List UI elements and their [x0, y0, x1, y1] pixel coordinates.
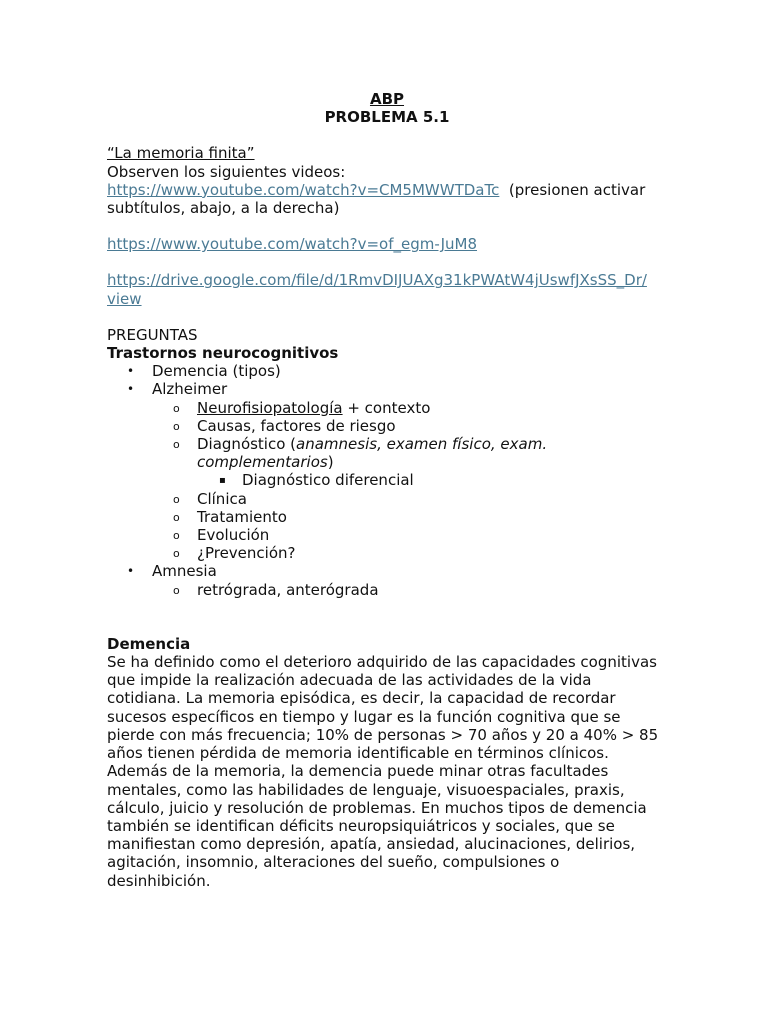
drive-link-line2[interactable]: view — [107, 289, 142, 308]
demencia-heading: Demencia — [107, 634, 191, 653]
drive-link-line1[interactable]: https://drive.google.com/file/d/1RmvDIJUAXg31kPWAtW4jUswfJXsSS_Dr/ — [107, 271, 647, 290]
spacer — [107, 126, 667, 144]
bullet-circle: o — [173, 438, 180, 452]
bullet-square: ▪ — [219, 475, 226, 487]
bullet-circle: o — [173, 492, 180, 506]
questions-heading: PREGUNTAS — [107, 325, 198, 344]
link1-note-cont: subtítulos, abajo, a la derecha) — [107, 199, 340, 218]
bullet-disc: • — [127, 382, 135, 397]
bullet-circle: o — [173, 547, 180, 561]
bullet-circle: o — [173, 401, 180, 415]
drive-link[interactable] — [107, 271, 667, 307]
quote-title: “La memoria finita” — [107, 144, 255, 163]
instruction-text: Observen los siguientes videos: — [107, 162, 346, 181]
questions-subheading: Trastornos neurocognitivos — [107, 344, 339, 363]
list-item-clinica: o Clínica — [173, 489, 247, 508]
list-item-causas: o Causas, factores de riesgo — [173, 416, 396, 435]
list-item-retro: o retrógrada, anterógrada — [173, 580, 379, 599]
youtube-link-1[interactable]: https://www.youtube.com/watch?v=CM5MWWTDaTc — [107, 180, 500, 199]
list-item-neuro: o Neurofisiopatología + contexto — [173, 398, 431, 417]
list-item-demencia: • Demencia (tipos) — [127, 362, 281, 381]
list-item-evolucion: o Evolución — [173, 526, 270, 545]
link1-note: (presionen activar — [508, 180, 646, 199]
list-item-diagnostico: o Diagnóstico (anamnesis, examen físico, exam. complementarios) — [173, 435, 548, 472]
list-item-diag-diferencial: ▪ Diagnóstico diferencial — [219, 471, 414, 490]
bullet-disc: • — [127, 564, 135, 579]
bullet-circle: o — [173, 529, 180, 543]
list-item-amnesia: • Amnesia — [127, 562, 217, 581]
doc-title: ABP — [369, 90, 405, 108]
link1-line — [107, 181, 667, 199]
youtube-link-2[interactable]: https://www.youtube.com/watch?v=of_egm-JuM8 — [107, 235, 478, 254]
questions-list — [107, 362, 667, 599]
doc-subtitle: PROBLEMA 5.1 — [324, 108, 450, 127]
list-item-alzheimer: • Alzheimer — [127, 380, 228, 399]
bullet-circle: o — [173, 419, 180, 433]
demencia-paragraph: Se ha definido como el deterioro adquirido de las capacidades cognitivas que impide la realización adecuada de las actividades de la vida cotidiana. La memoria episódica, es decir, la capacidad de recordar sucesos específicos en tiempo y lugar es la función cognitiva que se pierde con más frecuencia; 10% de personas > 70 años y 20 a 40% > 85 años tienen pérdida de memoria identificable en términos clínicos. Además de la memoria, la demencia puede minar otras facultades mentales, como las habilidades de lenguaje, visuoespaciales, praxis, cálculo, juicio y resolución de problemas. En muchos tipos de demencia también se identifican déficits neuropsiquiátricos y sociales, que se manifiestan como depresión, apatía, ansiedad, alucinaciones, delirios, agitación, insomnio, alteraciones del sueño, compulsiones o desinhibición. — [107, 653, 659, 890]
bullet-circle: o — [173, 510, 180, 524]
bullet-circle: o — [173, 583, 180, 597]
list-item-prevencion: o ¿Prevención? — [173, 544, 296, 563]
bullet-disc: • — [127, 364, 135, 379]
list-item-tratamiento: o Tratamiento — [173, 507, 287, 526]
document-page — [107, 90, 667, 890]
